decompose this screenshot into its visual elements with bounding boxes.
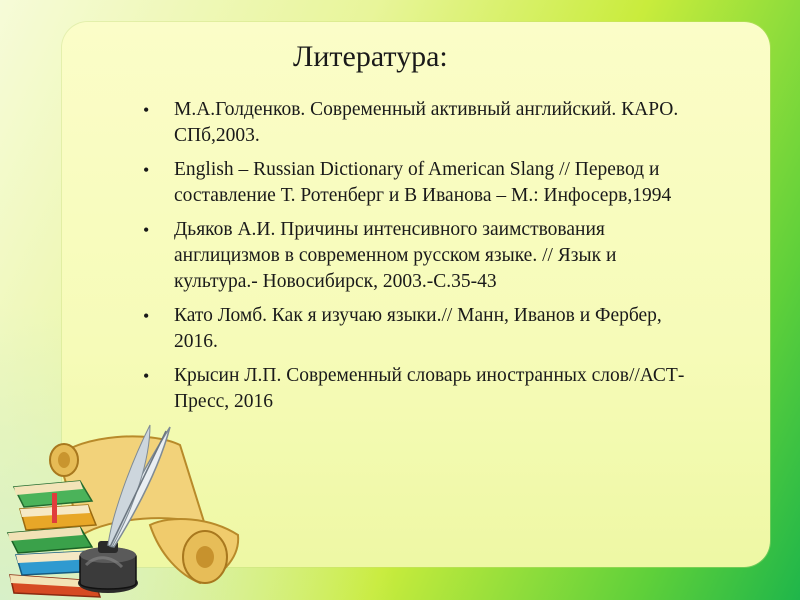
inkwell-icon bbox=[78, 541, 138, 593]
reference-text: Дьяков А.И. Причины интенсивного заимствования англицизмов в современном русском языке. // Язык и культура.- Новосибирск, 2003.-С.35-43 bbox=[174, 219, 617, 292]
reference-text: Крысин Л.П. Современный словарь иностранных слов//АСТ-Пресс, 2016 bbox=[174, 365, 685, 412]
reference-text: English – Russian Dictionary of American Slang // Перевод и составление Т. Ротенберг и В Иванова – М.: Инфосерв,1994 bbox=[174, 159, 672, 206]
bullet-icon: • bbox=[143, 160, 150, 180]
reference-item bbox=[143, 217, 703, 295]
reference-text: М.А.Голденков. Современный активный английский. КАРО. СПб,2003. bbox=[174, 99, 679, 146]
slide-title: Литература: bbox=[293, 40, 448, 73]
bullet-icon: • bbox=[143, 306, 150, 326]
reference-item bbox=[143, 303, 703, 355]
bullet-icon: • bbox=[143, 220, 150, 240]
reference-item bbox=[143, 97, 703, 149]
books-scroll-quill-inkwell-icon bbox=[0, 405, 250, 600]
bullet-icon: • bbox=[143, 366, 150, 386]
reference-text: Като Ломб. Как я изучаю языки.// Манн, Иванов и Фербер, 2016. bbox=[174, 305, 662, 352]
references-list bbox=[143, 97, 703, 423]
bullet-icon: • bbox=[143, 100, 150, 120]
reference-item bbox=[143, 157, 703, 209]
